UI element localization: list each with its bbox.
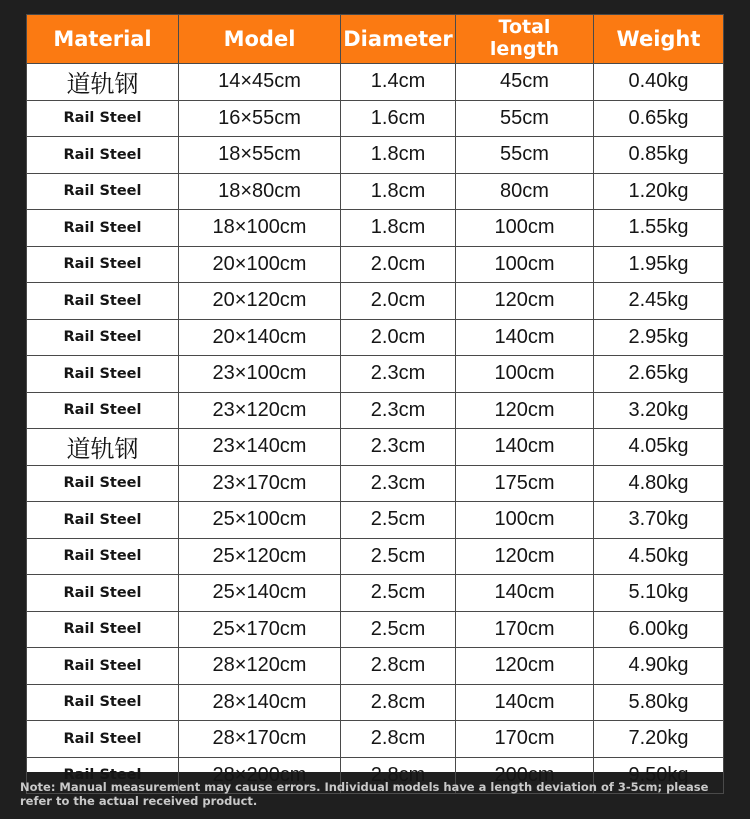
cell-weight: 2.65kg: [594, 356, 724, 393]
cell-diameter: 2.8cm: [341, 721, 456, 758]
cell-total-length: 140cm: [456, 319, 594, 356]
table-row: [27, 356, 724, 393]
table-row: [27, 64, 724, 101]
cell-weight: 1.55kg: [594, 210, 724, 247]
cell-model: 18×80cm: [179, 173, 341, 210]
header-diameter: Diameter: [341, 15, 456, 64]
cell-material: Rail Steel: [27, 648, 179, 685]
cell-model: 18×100cm: [179, 210, 341, 247]
cell-total-length: 100cm: [456, 502, 594, 539]
cell-weight: 7.20kg: [594, 721, 724, 758]
cell-weight: 1.95kg: [594, 246, 724, 283]
cell-diameter: 2.5cm: [341, 502, 456, 539]
cell-diameter: 2.3cm: [341, 429, 456, 466]
table-row: [27, 721, 724, 758]
cell-diameter: 2.3cm: [341, 465, 456, 502]
cell-total-length: 80cm: [456, 173, 594, 210]
cell-weight: 0.85kg: [594, 137, 724, 174]
cell-diameter: 2.0cm: [341, 246, 456, 283]
cell-weight: 3.20kg: [594, 392, 724, 429]
cell-model: 23×120cm: [179, 392, 341, 429]
cell-weight: 4.90kg: [594, 648, 724, 685]
table-body: [27, 64, 724, 794]
cell-model: 23×170cm: [179, 465, 341, 502]
header-row: [27, 15, 724, 64]
cell-material: 道轨钢: [27, 64, 179, 101]
table-row: [27, 611, 724, 648]
cell-total-length: 175cm: [456, 465, 594, 502]
cell-weight: 4.80kg: [594, 465, 724, 502]
table-row: [27, 246, 724, 283]
header-model: Model: [179, 15, 341, 64]
cell-material: Rail Steel: [27, 283, 179, 320]
header-total-length: [456, 15, 594, 64]
table-row: [27, 538, 724, 575]
cell-total-length: 100cm: [456, 210, 594, 247]
cell-model: 28×200cm: [179, 757, 341, 794]
cell-model: 28×140cm: [179, 684, 341, 721]
table-row: [27, 648, 724, 685]
cell-weight: 2.95kg: [594, 319, 724, 356]
cell-weight: 4.50kg: [594, 538, 724, 575]
table-row: [27, 465, 724, 502]
cell-weight: 0.65kg: [594, 100, 724, 137]
cell-model: 16×55cm: [179, 100, 341, 137]
cell-total-length: 140cm: [456, 575, 594, 612]
cell-model: 28×120cm: [179, 648, 341, 685]
table-row: [27, 684, 724, 721]
cell-material: Rail Steel: [27, 319, 179, 356]
cell-material: Rail Steel: [27, 392, 179, 429]
cell-diameter: 2.0cm: [341, 319, 456, 356]
cell-total-length: 200cm: [456, 757, 594, 794]
cell-material: Rail Steel: [27, 502, 179, 539]
cell-total-length: 140cm: [456, 429, 594, 466]
cell-weight: 3.70kg: [594, 502, 724, 539]
header-material: Material: [27, 15, 179, 64]
cell-total-length: 120cm: [456, 538, 594, 575]
cell-diameter: 2.8cm: [341, 684, 456, 721]
cell-diameter: 2.8cm: [341, 757, 456, 794]
table-row: [27, 173, 724, 210]
cell-model: 25×170cm: [179, 611, 341, 648]
cell-diameter: 2.5cm: [341, 611, 456, 648]
header-weight: Weight: [594, 15, 724, 64]
cell-diameter: 2.5cm: [341, 538, 456, 575]
cell-model: 14×45cm: [179, 64, 341, 101]
cell-total-length: 55cm: [456, 100, 594, 137]
cell-model: 25×140cm: [179, 575, 341, 612]
table-row: [27, 319, 724, 356]
spec-table: [26, 14, 724, 794]
table-row: [27, 100, 724, 137]
cell-diameter: 1.8cm: [341, 137, 456, 174]
cell-diameter: 2.8cm: [341, 648, 456, 685]
cell-material: Rail Steel: [27, 356, 179, 393]
cell-model: 20×100cm: [179, 246, 341, 283]
cell-material: 道轨钢: [27, 429, 179, 466]
cell-model: 18×55cm: [179, 137, 341, 174]
cell-total-length: 55cm: [456, 137, 594, 174]
cell-material: Rail Steel: [27, 757, 179, 794]
cell-diameter: 1.4cm: [341, 64, 456, 101]
cell-total-length: 45cm: [456, 64, 594, 101]
table-row: [27, 283, 724, 320]
cell-weight: 5.80kg: [594, 684, 724, 721]
cell-model: 23×100cm: [179, 356, 341, 393]
cell-model: 20×120cm: [179, 283, 341, 320]
cell-material: Rail Steel: [27, 684, 179, 721]
table-row: [27, 575, 724, 612]
header-total-length-line2: length: [489, 38, 560, 60]
cell-model: 20×140cm: [179, 319, 341, 356]
cell-model: 25×120cm: [179, 538, 341, 575]
disclaimer-note: Note: Manual measurement may cause errors. Individual models have a length deviation of 3-5cm; please refer to the actual received product.: [20, 780, 709, 808]
table-row: [27, 392, 724, 429]
cell-diameter: 1.8cm: [341, 173, 456, 210]
cell-material: Rail Steel: [27, 173, 179, 210]
cell-diameter: 2.5cm: [341, 575, 456, 612]
cell-total-length: 170cm: [456, 721, 594, 758]
cell-total-length: 140cm: [456, 684, 594, 721]
cell-diameter: 1.6cm: [341, 100, 456, 137]
cell-weight: 1.20kg: [594, 173, 724, 210]
cell-total-length: 170cm: [456, 611, 594, 648]
spec-table-container: [26, 14, 723, 786]
cell-total-length: 100cm: [456, 356, 594, 393]
cell-weight: 9.50kg: [594, 757, 724, 794]
cell-total-length: 120cm: [456, 283, 594, 320]
cell-diameter: 2.3cm: [341, 392, 456, 429]
cell-model: 28×170cm: [179, 721, 341, 758]
table-row: [27, 210, 724, 247]
cell-material: Rail Steel: [27, 100, 179, 137]
cell-diameter: 2.3cm: [341, 356, 456, 393]
cell-material: Rail Steel: [27, 721, 179, 758]
cell-total-length: 120cm: [456, 392, 594, 429]
cell-model: 23×140cm: [179, 429, 341, 466]
table-row: [27, 429, 724, 466]
cell-material: Rail Steel: [27, 137, 179, 174]
cell-total-length: 120cm: [456, 648, 594, 685]
table-row: [27, 502, 724, 539]
table-row: [27, 137, 724, 174]
cell-model: 25×100cm: [179, 502, 341, 539]
cell-weight: 2.45kg: [594, 283, 724, 320]
cell-material: Rail Steel: [27, 246, 179, 283]
cell-material: Rail Steel: [27, 210, 179, 247]
cell-material: Rail Steel: [27, 575, 179, 612]
cell-material: Rail Steel: [27, 611, 179, 648]
cell-weight: 6.00kg: [594, 611, 724, 648]
cell-weight: 0.40kg: [594, 64, 724, 101]
cell-diameter: 1.8cm: [341, 210, 456, 247]
table-header: [27, 15, 724, 64]
cell-weight: 4.05kg: [594, 429, 724, 466]
header-total-length-line1: Total: [498, 16, 551, 39]
cell-weight: 5.10kg: [594, 575, 724, 612]
cell-total-length: 100cm: [456, 246, 594, 283]
cell-material: Rail Steel: [27, 538, 179, 575]
cell-diameter: 2.0cm: [341, 283, 456, 320]
cell-material: Rail Steel: [27, 465, 179, 502]
